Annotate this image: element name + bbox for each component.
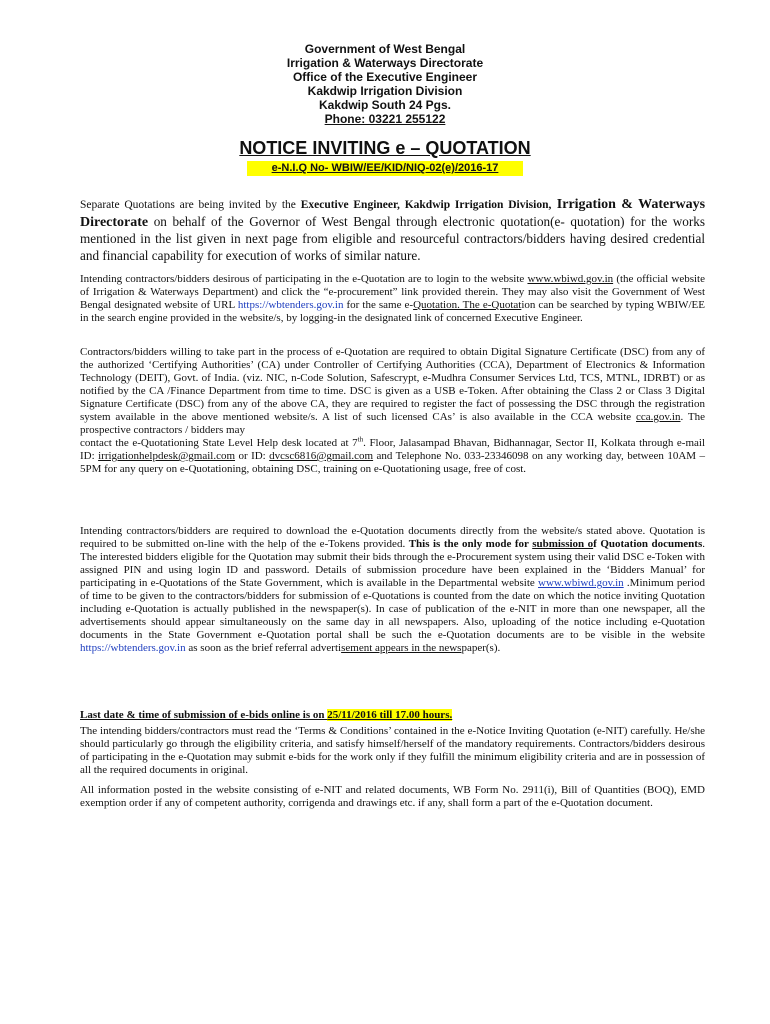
header-line-division: Kakdwip Irrigation Division (307, 84, 463, 98)
paragraph-documents: All information posted in the website consisting of e-NIT and related documents, WB Form No. 2911(i), Bill of Quantities (BOQ), EMD exemption order if any of competent authority, corrigenda and drawings etc. if any, shall form a part of the e-Quotation document. (80, 784, 705, 809)
paragraph-dsc: Contractors/bidders willing to take part in the process of e-Quotation are required to obtain Digital Signature Certificate (DSC) from any of the authorized ‘Certifying Authorities’ (CA) under Controller of Certifying Authorities (CCA), Department of Electronics & Information Technology (DEIT), Govt. of India. (viz. NIC, n-Code Solution, Safescrypt, e-Mudhra Consumer Services Ltd, TCS, MTNL, IDRBT) or as notified by the CA /Finance Department from time to time. DSC is given as a USB e-Token. After obtaining the Class 2 or Class 3 Digital Signature Certificate (DSC) from any of the above CA, they are required to register the fact of possessing the DSC through the registration system available in the above mentioned website/s. A list of such licensed CAs’ is also available in the CCA website cca.gov.in. The prospective contractors / bidders may contact the e-Quotationing State Level Help desk located at 7th. Floor, Jalasampad Bhavan, Bidhannagar, Sector II, Kolkata through e-mail ID: irrigationhelpdesk@gmail.com or ID: dvcsc6816@gmail.com and Telephone No. 033-23346098 on any working day, between 10AM – 5PM for any query on e-Quotationing, obtaining DSC, training on e-Quotationing usage, free of cost. (80, 346, 706, 475)
deadline-label: Last date & time of submission of e-bids online is on (80, 709, 328, 721)
cca-link[interactable]: cca.gov.in (636, 411, 681, 423)
wbtenders-link-2[interactable]: https://wbtenders.gov.in (80, 642, 186, 654)
paragraph-login: Intending contractors/bidders desirous of participating in the e-Quotation are to login to the website www.wbiwd.gov.in (the official website of Irrigation & Waterways Department) and click the “e-procurement” link provided therein. They may also visit the Government of West Bengal designated website of URL https://wbtenders.gov.in for the same e-Quotation. The e-Quotation can be searched by typing WBIW/EE in the search engine provided in the website/s, by logging-in the designated link of concerned Executive Engineer. (80, 273, 706, 324)
paragraph-download: Intending contractors/bidders are required to download the e-Quotation documents directly from the website/s stated above. Quotation is required to be submitted on-line with the help of the e-Tokens provided. This is the only mode for submission of Quotation documents. The interested bidders eligible for the Quotation may submit their bids through the e-Procurement system using their valid DSC e-Token with assigned PIN and using login ID and password. Details of submission procedure have been explained in the ‘Bidders Manual’ for participating in e-Quotations of the State Government, which is available in the Departmental website www.wbiwd.gov.in .Minimum period of time to be given to the contractors/bidders for submission of e-Quotations is counted from the date on which the notice inviting Quotation including e-Quotation is actually published in the newspaper(s). In case of publication of the e-NIT in more than one newspaper, all the advertisements should appear simultaneously on the same day in all newspapers. Also, uploading of the notice including e-Quotation documents in the State Government e-Quotation portal shall be such the e-Quotation documents are to be visible in the website https://wbtenders.gov.in as soon as the brief referral advertisement appears in the newspaper(s). (80, 525, 706, 654)
nit-number: e-N.I.Q No- WBIW/EE/KID/NIQ-02(e)/2016-17 (247, 161, 523, 176)
deadline-value: 25/11/2016 till 17.00 hours. (327, 709, 453, 721)
deadline-line (80, 709, 705, 722)
header-line-location: Kakdwip South 24 Pgs. (318, 98, 452, 112)
wbtenders-link[interactable]: https://wbtenders.gov.in (237, 299, 344, 311)
paragraph-terms: The intending bidders/contractors must read the ‘Terms & Conditions’ contained in the e-Notice Inviting Quotation (e-NIT) carefully. He/she should particularly go through the eligibility criteria, and satisfy himself/herself of the mandatory requirements. Contractors/bidders desirous of participating in the e-Quotation may submit e-bids for the work only if they fulfill the minimum eligibility criteria and are in possession of all the required documents in original. (80, 725, 705, 776)
intro-paragraph: Separate Quotations are being invited by the Executive Engineer, Kakdwip Irrigation Division, Irrigation & Waterways Directorate on behalf of the Governor of West Bengal through electronic quotation(e- quotation) for the works mentioned in the list given in next page from eligible and resourceful contractors/bidders having desired credential and financial capability for execution of works of similar nature. (80, 197, 706, 263)
header-line-directorate: Irrigation & Waterways Directorate (286, 56, 484, 70)
wbiwd-link[interactable]: www.wbiwd.gov.in (527, 273, 614, 285)
office-header (0, 42, 770, 126)
notice-title: NOTICE INVITING e – QUOTATION (239, 138, 531, 158)
dvcsc-email-link[interactable]: dvcsc6816@gmail.com (269, 450, 374, 462)
wbiwd-link-2[interactable]: www.wbiwd.gov.in (538, 577, 624, 589)
header-line-office: Office of the Executive Engineer (292, 70, 478, 84)
header-line-phone: Phone: 03221 255122 (324, 112, 446, 126)
helpdesk-email-link[interactable]: irrigationhelpdesk@gmail.com (98, 450, 236, 462)
header-line-government: Government of West Bengal (304, 42, 466, 56)
